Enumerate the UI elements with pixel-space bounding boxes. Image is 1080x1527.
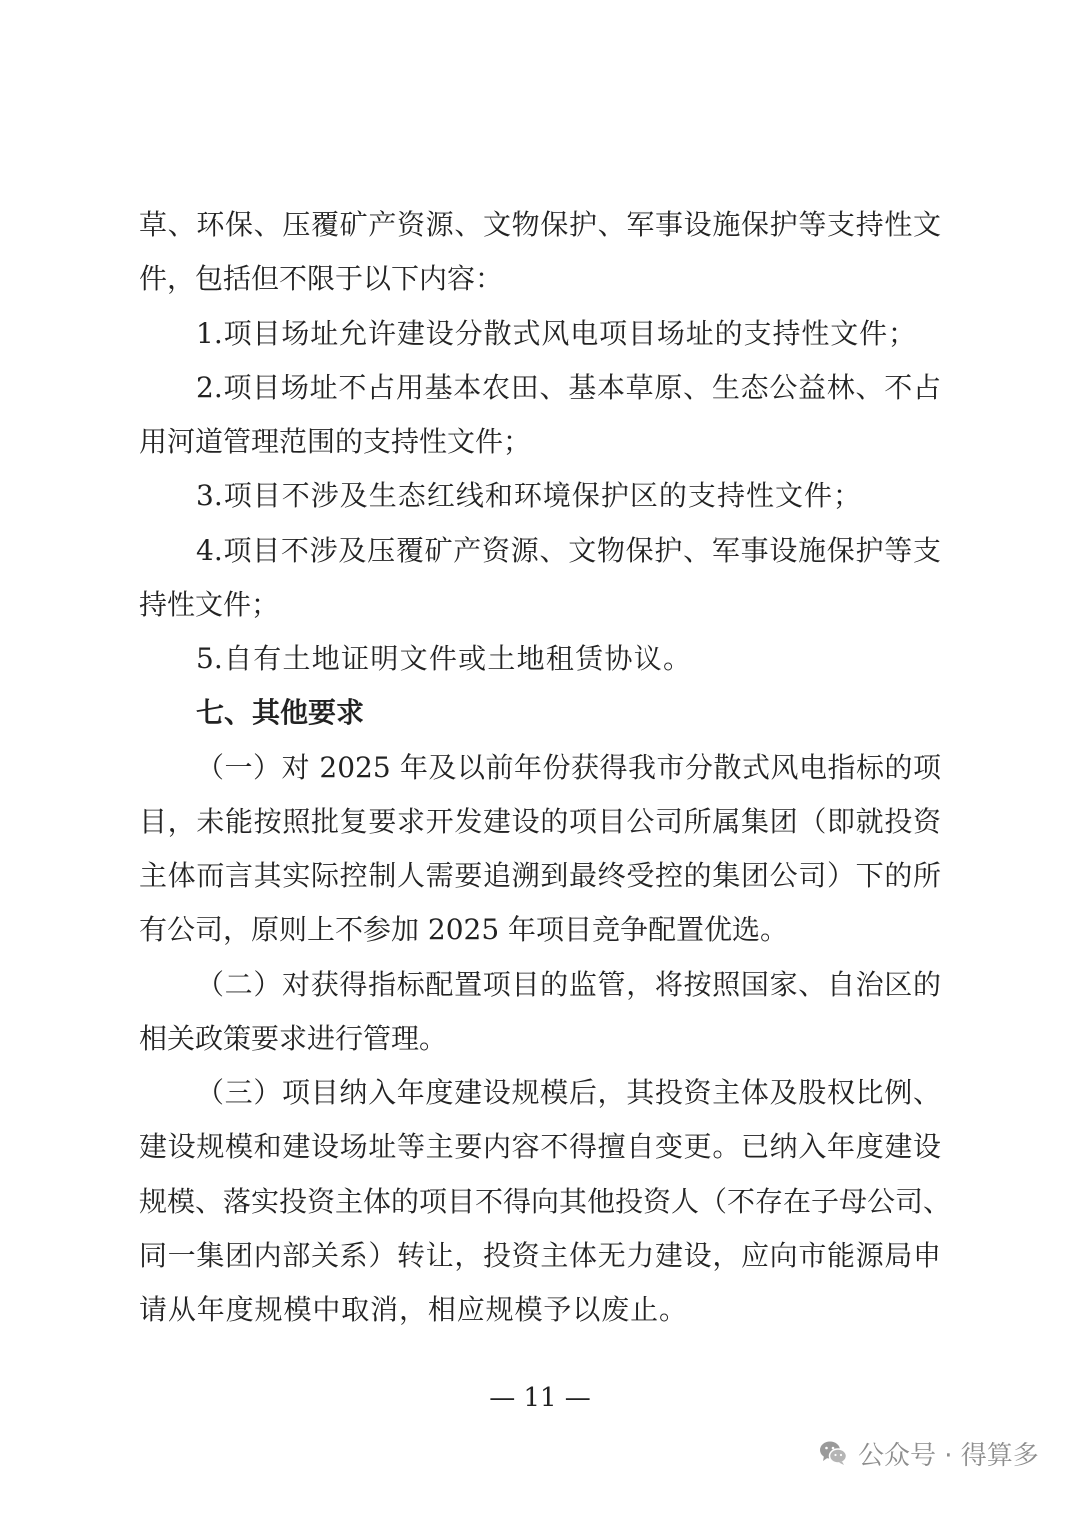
list-item-2: 2.项目场址不占用基本农田、基本草原、生态公益林、不占 <box>196 371 941 404</box>
wechat-icon <box>818 1439 848 1467</box>
paragraph-1-line-4: 有公司，原则上不参加 2025 年项目竞争配置优选。 <box>139 913 789 946</box>
list-item-4-cont: 持性文件； <box>139 588 280 621</box>
watermark-text: 公众号 · 得算多 <box>858 1440 1039 1471</box>
list-item-4: 4.项目不涉及压覆矿产资源、文物保护、军事设施保护等支 <box>196 534 941 567</box>
list-item-2-cont: 用河道管理范围的支持性文件； <box>139 425 532 458</box>
list-item-3: 3.项目不涉及生态红线和环境保护区的支持性文件； <box>196 479 861 512</box>
paragraph-2-line-1: （二）对获得指标配置项目的监管，将按照国家、自治区的 <box>196 968 941 1001</box>
paragraph-3-line-5: 请从年度规模中取消，相应规模予以废止。 <box>139 1293 687 1326</box>
paragraph-3-line-4: 同一集团内部关系）转让，投资主体无力建设，应向市能源局申 <box>139 1239 941 1272</box>
paragraph-3-line-3: 规模、落实投资主体的项目不得向其他投资人（不存在子母公司、 <box>139 1185 952 1218</box>
text-line-1: 草、环保、压覆矿产资源、文物保护、军事设施保护等支持性文 <box>139 208 941 241</box>
list-item-1: 1.项目场址允许建设分散式风电项目场址的支持性文件； <box>196 317 916 350</box>
paragraph-3-line-2: 建设规模和建设场址等主要内容不得擅自变更。已纳入年度建设 <box>139 1130 941 1163</box>
page-number: — 11 — <box>489 1383 591 1413</box>
paragraph-2-line-2: 相关政策要求进行管理。 <box>139 1022 448 1055</box>
watermark <box>818 1431 1039 1475</box>
section-heading: 七、其他要求 <box>196 696 365 729</box>
text-line-2: 件，包括但不限于以下内容： <box>139 262 504 295</box>
list-item-5: 5.自有土地证明文件或土地租赁协议。 <box>196 642 691 675</box>
paragraph-1-line-3: 主体而言其实际控制人需要追溯到最终受控的集团公司）下的所 <box>139 859 941 892</box>
paragraph-1-line-1: （一）对 2025 年及以前年份获得我市分散式风电指标的项 <box>196 751 941 784</box>
paragraph-1-line-2: 目，未能按照批复要求开发建设的项目公司所属集团（即就投资 <box>139 805 941 838</box>
paragraph-3-line-1: （三）项目纳入年度建设规模后，其投资主体及股权比例、 <box>196 1076 941 1109</box>
